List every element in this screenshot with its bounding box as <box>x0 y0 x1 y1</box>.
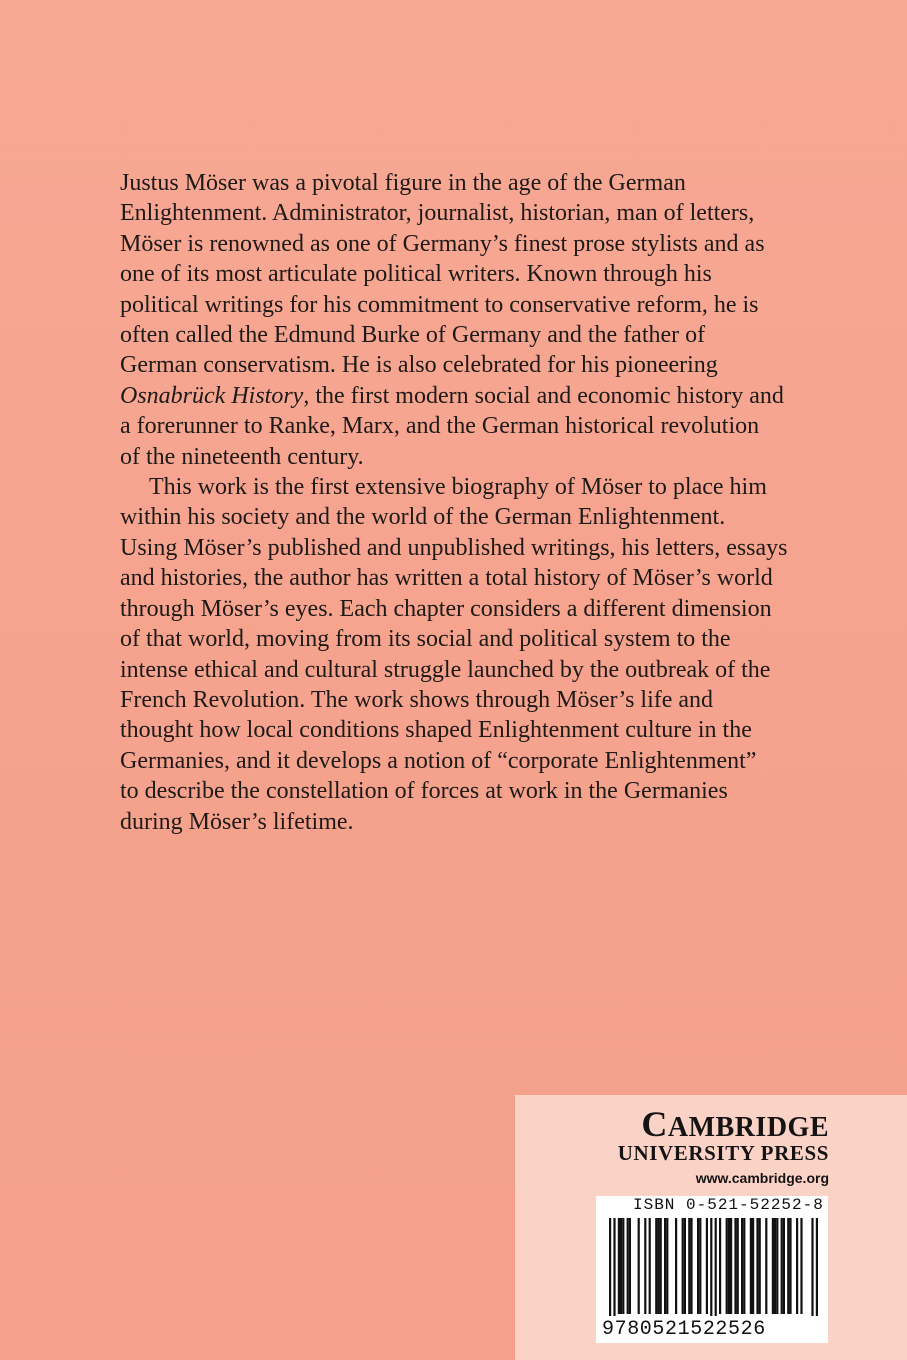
barcode-bar <box>697 1218 699 1314</box>
barcode-digits: 9780521522526 <box>602 1318 766 1341</box>
isbn-label: ISBN 0-521-52252-8 <box>633 1196 824 1214</box>
publisher-subtitle: UNIVERSITY PRESS <box>617 1141 829 1165</box>
barcode-bar <box>622 1218 624 1314</box>
barcode-bar <box>655 1218 657 1314</box>
barcode-bar <box>618 1218 620 1314</box>
barcode-bar <box>620 1218 622 1314</box>
barcode-bar <box>684 1218 686 1314</box>
barcode-bar <box>811 1218 813 1316</box>
barcode-bar <box>750 1218 752 1314</box>
barcode-bar <box>726 1218 728 1314</box>
book-title-italic: Osnabrück History <box>120 382 304 409</box>
barcode-bar <box>613 1218 615 1316</box>
barcode-bar <box>699 1218 701 1314</box>
barcode-bar <box>776 1218 778 1314</box>
publisher-name <box>641 1103 829 1145</box>
blurb-line: within his society and the world of the German Enlightenment. <box>120 504 726 531</box>
barcode-bar <box>609 1218 611 1316</box>
barcode-bar <box>781 1218 783 1314</box>
barcode-bar <box>715 1218 717 1316</box>
barcode-bar <box>690 1218 692 1314</box>
blurb-line: of that world, moving from its social and political system to the <box>120 626 731 653</box>
barcode-bar <box>743 1218 745 1314</box>
barcode-bar <box>706 1218 708 1314</box>
blurb-line: to describe the constellation of forces at work in the Germanies <box>120 778 728 805</box>
barcode-bar <box>710 1218 712 1316</box>
barcode-bar <box>728 1218 730 1314</box>
barcode-bar <box>752 1218 754 1314</box>
blurb-line: often called the Edmund Burke of Germany and the father of <box>120 322 706 349</box>
barcode-bar <box>734 1218 736 1314</box>
barcode-bar <box>649 1218 651 1314</box>
barcode-bar <box>682 1218 684 1314</box>
publisher-name-rest: AMBRIDGE <box>667 1112 829 1143</box>
barcode-bar <box>741 1218 743 1314</box>
blurb-line: thought how local conditions shaped Enlightenment culture in the <box>120 717 752 744</box>
blurb-line-rest: , the first modern social and economic history and <box>303 382 784 409</box>
publisher-name-initial: C <box>641 1104 668 1144</box>
blurb-paragraph-2 <box>120 472 800 837</box>
barcode-bar <box>666 1218 668 1314</box>
barcode-bar <box>737 1218 739 1314</box>
blurb-line: a forerunner to Ranke, Marx, and the German historical revolution <box>120 413 760 440</box>
barcode-bar <box>638 1218 640 1314</box>
blurb-line: of the nineteenth century. <box>120 443 364 470</box>
barcode-bar <box>688 1218 690 1314</box>
barcode-bar <box>629 1218 631 1314</box>
barcode-bar <box>765 1218 767 1314</box>
barcode-bar <box>759 1218 761 1314</box>
barcode-bar <box>719 1218 721 1314</box>
barcode-bar <box>789 1218 791 1314</box>
barcode-bar <box>664 1218 666 1314</box>
barcode-bar <box>787 1218 789 1314</box>
blurb-line: Enlightenment. Administrator, journalist, historian, man of letters, <box>120 200 755 227</box>
barcode-bar <box>657 1218 659 1314</box>
barcode-bar <box>644 1218 646 1314</box>
barcode-bar <box>772 1218 774 1314</box>
barcode-bar <box>660 1218 662 1314</box>
barcode-bar <box>627 1218 629 1314</box>
barcode-bar <box>730 1218 732 1314</box>
barcode-bar <box>783 1218 785 1314</box>
barcode-bar <box>774 1218 776 1314</box>
barcode-bar <box>756 1218 758 1314</box>
blurb-paragraph-1 <box>120 168 800 472</box>
barcode-bars <box>596 1218 828 1316</box>
blurb-line: during Möser’s lifetime. <box>120 808 354 835</box>
blurb-line: This work is the first extensive biography of Möser to place him <box>149 474 767 501</box>
blurb-line: German conservatism. He is also celebrated for his pioneering <box>120 352 718 379</box>
blurb-line: Möser is renowned as one of Germany’s finest prose stylists and as <box>120 230 765 257</box>
blurb-line: one of its most articulate political writers. Known through his <box>120 261 712 288</box>
blurb-line: through Möser’s eyes. Each chapter considers a different dimension <box>120 595 772 622</box>
blurb-line: and histories, the author has written a total history of Möser’s world <box>120 565 773 592</box>
barcode-bar <box>800 1218 802 1314</box>
blurb-text <box>120 168 800 837</box>
blurb-line: political writings for his commitment to conservative reform, he is <box>120 291 759 318</box>
blurb-line: French Revolution. The work shows through Möser’s life and <box>120 686 714 713</box>
blurb-line: Justus Möser was a pivotal figure in the age of the German <box>120 170 686 196</box>
blurb-line <box>120 381 800 411</box>
blurb-line: Germanies, and it develops a notion of “corporate Enlightenment” <box>120 747 757 774</box>
barcode-bar <box>796 1218 798 1314</box>
barcode-bar <box>675 1218 677 1314</box>
blurb-line: Using Möser’s published and unpublished writings, his letters, essays <box>120 534 788 561</box>
blurb-line: intense ethical and cultural struggle launched by the outbreak of the <box>120 656 771 683</box>
barcode-bar <box>816 1218 818 1316</box>
publisher-url: www.cambridge.org <box>695 1170 829 1186</box>
